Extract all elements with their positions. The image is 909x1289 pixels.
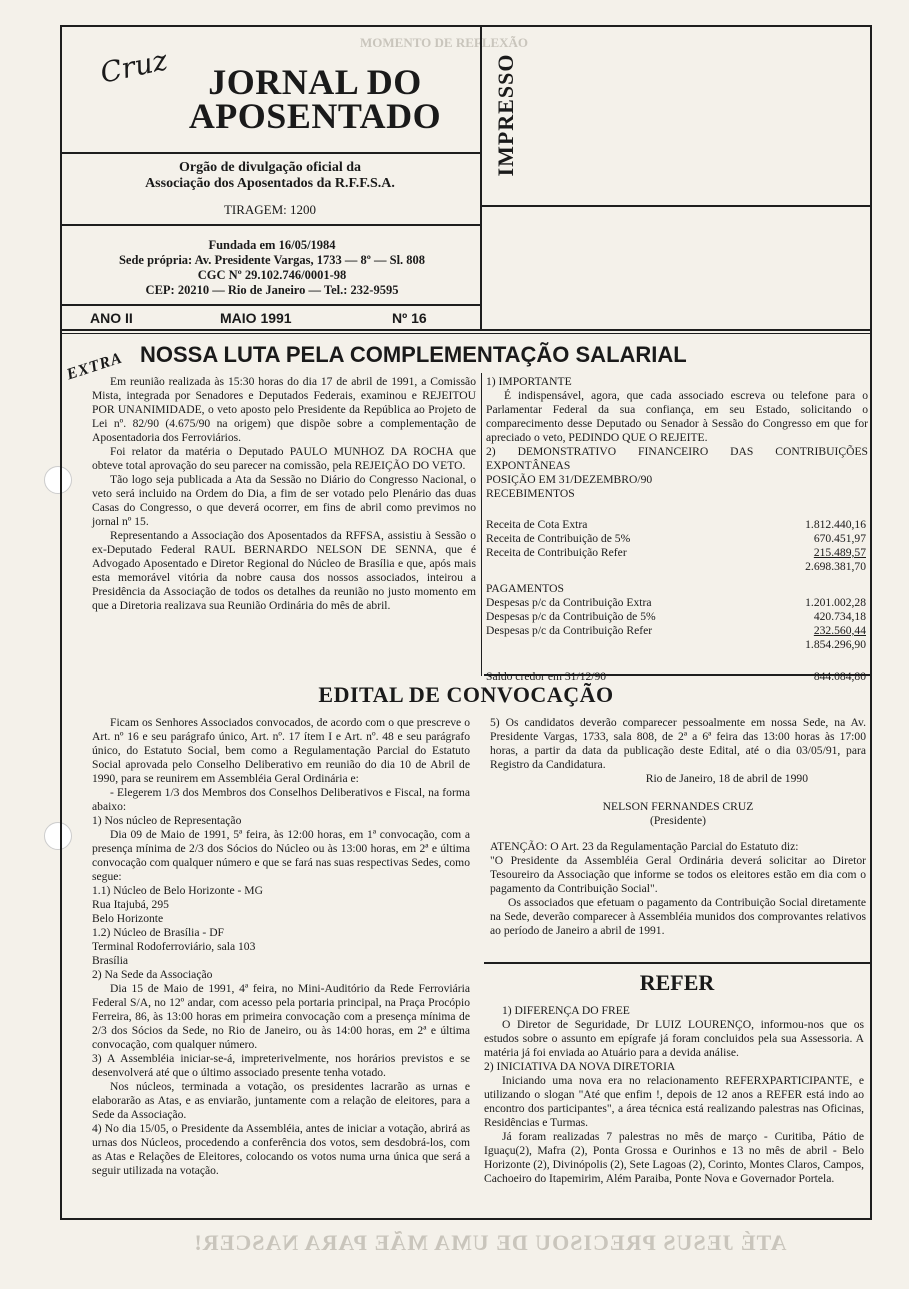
receipts-total: 2.698.381,70 [805,560,866,573]
address-line: 1.1) Núcleo de Belo Horizonte - MG [92,884,263,897]
row-value: 215.489,57 [813,546,866,559]
divider [60,333,872,334]
issue-year: ANO II [90,310,133,326]
address-line: Belo Horizonte [92,912,164,925]
issue-number: Nº 16 [392,310,427,326]
cep-phone: CEP: 20210 — Rio de Janeiro — Tel.: 232-9595 [145,283,399,297]
section-heading: 1) DIFERENÇA DO FREE [502,1004,630,1017]
statute-quote: "O Presidente da Assembléia Geral Ordinária deverá solicitar ao Diretor Tesoureiro da Associação que informe se todos os eleitores estão em dia com o pagamento da Contribuição Social". [490,854,866,895]
handwritten-signature: Cruz [97,43,171,90]
paragraph: - Elegerem 1/3 dos Membros dos Conselhos Deliberativos e Fiscal, na forma abaixo: [92,786,470,813]
masthead-line-1: JORNAL DO [208,62,422,102]
paragraph: O Diretor de Seguridade, Dr LUIZ LOURENÇO, informou-nos que os estudos sobre o assunto em epígrafe já foram concluidos pela sua Assessoria. A matéria já foi enviada ao Atuário para a devida análise. [484,1018,864,1059]
divider [60,304,480,306]
masthead-title [150,62,480,136]
paragraph: Os associados que efetuam o pagamento da Contribuição Social diretamente na Sede, deverão comparecer à Assembléia munidos dos comprovantes relativos ao período de Janeiro a abril de 1991. [490,896,866,937]
impresso-label [490,30,520,202]
paragraph: Em reunião realizada às 15:30 horas do dia 17 de abril de 1991, a Comissão Mista, integrada por Senadores e Deputados Federais, examinou e REJEITOU POR UNANIMIDADE, o veto aposto pelo Presidente da República ao Projeto de Lei nº. 82/90 (4.675/90 na origem) que dispõe sobre a complementação de Aposentadoria dos Ferroviários. [92,375,476,444]
address-line: Terminal Rodoferroviário, sala 103 [92,940,256,953]
subtitle [62,160,478,192]
payment-row [486,624,866,638]
paragraph: Já foram realizadas 7 palestras no mês de março - Curitiba, Pátio de Iguaçu(2), Mafra (2), Ponta Grossa e Ourinhos e 13 no mês de abril - Belo Horizonte (2), Divinópolis (2), Sete Lagoas (2), Corinto, Montes Claros, Campos, Cachoeiro do Itapemirim, Além Paraiba, Ponte Nova e Governador Portela. [484,1130,864,1185]
paragraph: Ficam os Senhores Associados convocados, de acordo com o que prescreve o Art. nº 16 e seu parágrafo único, Art. nº. 17 ítem I e Art. nº. 48 e seu parágrafo único, do Estatuto Social, bem como a Regulamentação Parcial do Estatuto Social aprovada pelo Conselho Deliberativo em reunião do dia 10 de Abril de 1990, para se reunirem em Assembléia Geral Ordinária e: [92,716,470,785]
receipt-row [486,532,866,546]
row-label: Receita de Cota Extra [486,518,588,531]
divider [60,152,480,154]
refer-article [484,1004,864,1186]
signer-role: (Presidente) [649,814,707,827]
payments-total: 1.854.296,90 [805,638,866,651]
column-divider [481,373,482,676]
payment-total-row [486,638,866,652]
section-heading: 1) IMPORTANTE [486,375,572,388]
position-date: POSIÇÃO EM 31/DEZEMBRO/90 [486,473,653,486]
row-label: Despesas p/c da Contribuição Refer [486,624,653,637]
paragraph: Dia 09 de Maio de 1991, 5ª feira, às 12:00 horas, em 1ª convocação, com a presença mínima de 2/3 dos Sócios do Núcleo ou às 13:00 horas, em 2ª e última convocação com qualquer número e que se fará nas suas respectivas Sedes, como segue: [92,828,470,883]
refer-title: REFER [639,970,715,995]
edital-date: Rio de Janeiro, 18 de abril de 1990 [645,772,808,785]
edital-title: EDITAL DE CONVOCAÇÃO [318,682,614,707]
divider [480,25,482,207]
payments-heading: PAGAMENTOS [486,582,564,595]
row-label: Despesas p/c da Contribuição Extra [486,596,652,609]
row-label: Receita de Contribuição Refer [486,546,627,559]
paragraph: 1) Nos núcleo de Representação [92,814,242,827]
issue-month: MAIO 1991 [220,310,292,326]
bleed-through-bottom: ATÉ JESUS PRECISOU DE UMA MÃE PARA NASCER! [193,1230,787,1255]
row-value: 232.560,44 [813,624,866,637]
receipts-heading: RECEBIMENTOS [486,487,575,500]
receipt-total-row [486,560,866,574]
divider [60,329,872,331]
row-label: Despesas p/c da Contribuição de 5% [486,610,656,623]
address-line: Rua Itajubá, 295 [92,898,169,911]
row-label: Receita de Contribuição de 5% [486,532,631,545]
paragraph: Representando a Associação dos Aposentados da RFFSA, assistiu à Sessão o ex-Deputado Federal RAUL BERNARDO NELSON DE SENNA, que é Advogado Aposentado e Diretor Regional do Núcleo de Brasília e que, após mais esta memorável vitória da nobre causa dos nossos associados, inteirou a Presidência da Associação de todos os detalhes da reunião no justo momento em que a Diretoria realizava sua Reunião Ordinária do mês de abril. [92,529,476,612]
paragraph: Foi relator da matéria o Deputado PAULO MUNHOZ DA ROCHA que obteve total aprovação do seu parecer na comissão, pela REJEIÇÃO DO VETO. [92,445,476,472]
section-heading: 2) INICIATIVA DA NOVA DIRETORIA [484,1060,676,1073]
balance-label: Saldo credor em 31/12/90 [486,670,607,683]
address-line: 1.2) Núcleo de Brasília - DF [92,926,225,939]
edital-right-column [490,716,866,938]
paragraph: 2) Na Sede da Associação [92,968,213,981]
financial-statement [486,518,866,684]
paragraph: Tão logo seja publicada a Ata da Sessão no Diário do Congresso Nacional, o veto será incluido na Ordem do Dia, a fim de ser votado pelo Plenário das duas Casas do Congresso, o que deverá ocorrer, em fins de abril como previmos no jornal nº 15. [92,473,476,528]
masthead-line-2: APOSENTADO [188,96,442,136]
row-value: 670.451,97 [813,532,866,545]
balance-value: 844.084,80 [813,670,866,683]
article-complementacao [92,375,476,613]
paragraph: É indispensável, agora, que cada associado escreva ou telefone para o Parlamentar Federal da sua confiança, em seu Estado, solicitando o comparecimento desse Deputado ou Senador à Sessão do Congresso em que for apreciado o veto, PEDINDO QUE O REJEITE. [486,389,868,444]
address-line: Brasília [92,954,129,967]
fundada: Fundada em 16/05/1984 [208,238,336,252]
bleed-through-top: MOMENTO DE REFLEXÃO [360,35,529,50]
paragraph: Nos núcleos, terminada a votação, os presidentes lacrarão as urnas e elaborarão as Atas, e as enviarão, juntamente com a relação de eleitores, para a Sede da Associação. [92,1080,470,1121]
paragraph: 4) No dia 15/05, o Presidente da Assembléia, antes de iniciar a votação, abrirá as urnas dos Núcleos, procedendo a conferência dos votos, sem desdobrá-los, com as Atas e Relações de Eleitores, colocando os votos numa urna única que será a seguir utilizada na votação. [92,1122,470,1177]
subtitle-line-1: Orgão de divulgação oficial da [179,160,361,175]
sede-address: Sede própria: Av. Presidente Vargas, 1733 — 8º — Sl. 808 [118,253,426,267]
impresso-text: IMPRESSO [493,53,518,177]
receipt-row [486,518,866,532]
edital-left-column [92,716,470,1178]
important-notice [486,375,868,501]
row-value: 1.812.440,16 [805,518,866,531]
paragraph: 3) A Assembléia iniciar-se-á, impreterivelmente, nos horários previstos e se desenvolverá até que o último associado presente tenha votado. [92,1052,470,1079]
row-value: 420.734,18 [813,610,866,623]
paragraph: Iniciando uma nova era no relacionamento REFERXPARTICIPANTE, e utilizando o slogan "Até que enfim !, depois de 12 anos a REFER está indo ao encontro dos participantes", a área técnica está realizando palestras nas Oficinas, Residências e Turmas. [484,1074,864,1129]
signer-name: NELSON FERNANDES CRUZ [602,800,754,813]
subtitle-line-2: Associação dos Aposentados da R.F.F.S.A. [145,176,395,191]
payment-row [486,596,866,610]
paragraph: 5) Os candidatos deverão comparecer pessoalmente em nossa Sede, na Av. Presidente Vargas, 1733, sala 808, de 2ª a 6ª feira das 13:00 horas às 17:00 horas, a partir da data da publicação deste Edital, até o dia 03/05/91, para Registro da Candidatura. [490,716,866,771]
extra-stamp: EXTRA [64,349,125,384]
receipt-row [486,546,866,560]
row-value: 1.201.002,28 [805,596,866,609]
paragraph: Dia 15 de Maio de 1991, 4ª feira, no Mini-Auditório da Rede Ferroviária Federal S/A, no 12º andar, com acesso pela portaria principal, na Praça Procópio Ferreira, 86, às 13:00 horas em primeira convocação com a presença mínima de 2/3 dos Sócios da Sede, no Rio de Janeiro, ou às 14:00 horas, em 2ª e última convocação, com qualquer número. [92,982,470,1051]
headline: NOSSA LUTA PELA COMPLEMENTAÇÃO SALARIAL [140,342,687,367]
tiragem: TIRAGEM: 1200 [223,202,317,217]
contact-block [62,238,482,298]
cgc: CGC Nº 29.102.746/0001-98 [197,268,347,282]
payment-row [486,610,866,624]
section-heading: 2) DEMONSTRATIVO FINANCEIRO DAS CONTRIBUIÇÕES EXPONTÂNEAS [486,445,868,472]
divider [484,674,870,676]
divider [60,224,480,226]
divider [480,205,872,207]
divider [484,962,870,964]
attention-note: ATENÇÃO: O Art. 23 da Regulamentação Parcial do Estatuto diz: [490,840,799,853]
